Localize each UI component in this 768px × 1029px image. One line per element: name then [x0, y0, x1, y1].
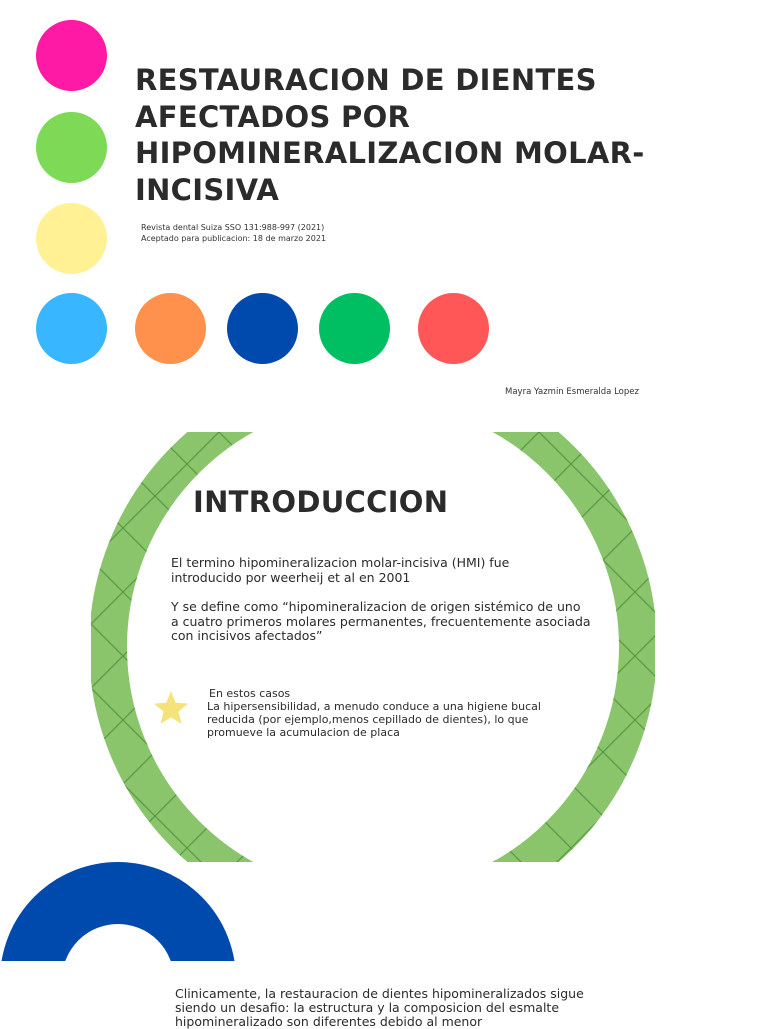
intro-paragraph-1: El termino hipomineralizacion molar-incisiva (HMI) fue introducido por weerheij et al en 2001 [171, 555, 510, 585]
decorative-dot-magenta [36, 20, 107, 91]
decorative-dot-orange [135, 293, 206, 364]
decorative-dot-green [319, 293, 390, 364]
citation-journal: Revista dental Suiza SSO 131:988-997 (2021) [141, 223, 325, 232]
decorative-dot-coral [418, 293, 489, 364]
note-body: La hipersensibilidad, a menudo conduce a una higiene bucal reducida (por ejemplo,menos cepillado de dientes), lo que promueve la acumulacion de placa [207, 700, 541, 739]
star-icon [153, 690, 189, 726]
decorative-dot-sky-blue [36, 293, 107, 364]
page-title: RESTAURACION DE DIENTES AFECTADOS POR HIPOMINERALIZACION MOLAR-INCISIVA [135, 63, 645, 207]
citation [141, 223, 326, 244]
intro-paragraph-2: Y se define como “hipomineralizacion de origen sistémico de uno a cuatro primeros molares permanentes, frecuentemente asociada con incisivos afectados” [171, 599, 591, 643]
decorative-dot-lime [36, 112, 107, 183]
section-heading-introduccion: INTRODUCCION [193, 485, 449, 519]
decorative-dot-pale-yellow [36, 203, 107, 274]
citation-accepted: Aceptado para publicacion: 18 de marzo 2021 [141, 233, 327, 243]
note-block [207, 687, 577, 739]
note-lead: En estos casos [209, 687, 291, 700]
clinical-paragraph: Clinicamente, la restauracion de dientes hipomineralizados sigue siendo un desafio: la estructura y la composicion del esmalte hipomineralizado son diferentes debido al menor [175, 986, 584, 1029]
author-name: Mayra Yazmin Esmeralda Lopez [505, 387, 639, 397]
decorative-arch [0, 860, 240, 961]
decorative-dot-navy [227, 293, 298, 364]
